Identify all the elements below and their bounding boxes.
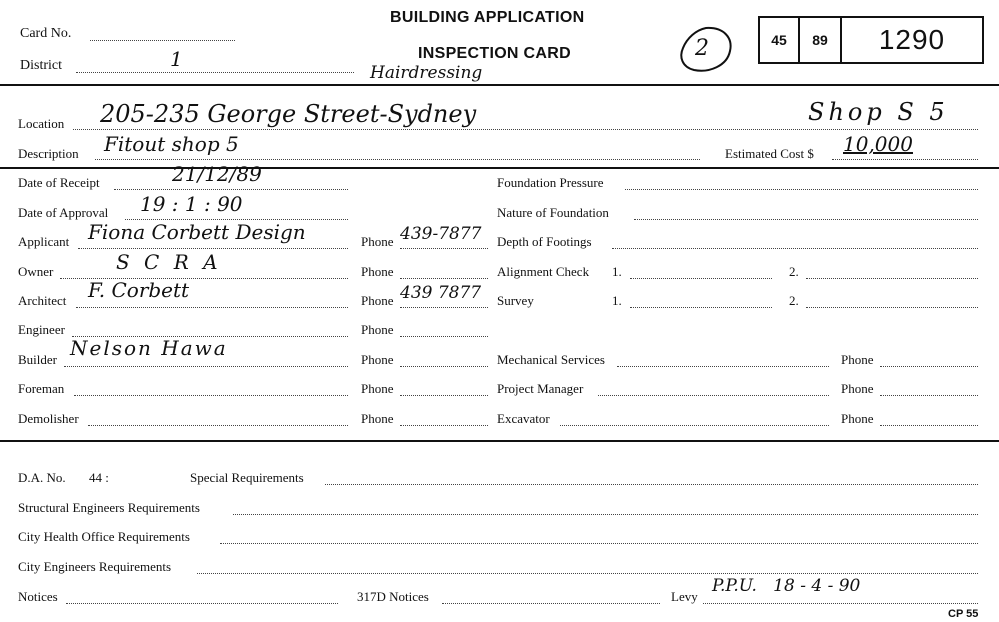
levy-line: [703, 603, 978, 604]
notices-317d-line: [442, 603, 660, 604]
owner-phone-label: Phone: [361, 264, 394, 279]
special-requirements-label: Special Requirements: [190, 470, 304, 485]
foreman-phone-line: [400, 395, 488, 396]
survey-2-line: [806, 307, 978, 308]
project-manager-label: Project Manager: [497, 381, 584, 396]
form-code: CP 55: [948, 608, 979, 620]
description-label: Description: [18, 146, 79, 161]
estimated-cost-label: Estimated Cost $: [725, 146, 814, 161]
date-approval-label: Date of Approval: [18, 205, 109, 220]
alignment-check-2-label: 2.: [789, 264, 799, 279]
survey-label: Survey: [497, 293, 534, 308]
architect-phone-line: [400, 307, 488, 308]
date-receipt-label: Date of Receipt: [18, 175, 100, 190]
da-no-value: 44 :: [89, 470, 109, 485]
city-health-label: City Health Office Requirements: [18, 529, 190, 544]
description-line: [95, 159, 700, 160]
owner-phone-line: [400, 278, 488, 279]
survey-1-label: 1.: [612, 293, 622, 308]
location-value: 205-235 George Street-Sydney: [100, 100, 477, 128]
district-label: District: [20, 58, 62, 73]
applicant-label: Applicant: [18, 234, 70, 249]
box-num1: 45: [771, 32, 787, 48]
architect-phone-label: Phone: [361, 293, 394, 308]
builder-line: [64, 366, 348, 367]
section-divider-2: [0, 440, 999, 442]
foundation-pressure-label: Foundation Pressure: [497, 175, 604, 190]
alignment-check-label: Alignment Check: [497, 264, 590, 279]
builder-value: Nelson Hawa: [70, 336, 228, 360]
builder-phone-line: [400, 366, 488, 367]
header-divider: [0, 84, 999, 86]
special-requirements-line: [325, 484, 978, 485]
box-cell-1: [760, 18, 800, 62]
builder-label: Builder: [18, 352, 57, 367]
notices-line: [66, 603, 338, 604]
card-no-line: [90, 40, 235, 41]
alignment-check-1-label: 1.: [612, 264, 622, 279]
engineer-label: Engineer: [18, 322, 65, 337]
foreman-phone-label: Phone: [361, 381, 394, 396]
estimated-cost-value: 10,000: [843, 132, 913, 156]
architect-line: [76, 307, 348, 308]
levy-label: Levy: [671, 589, 698, 604]
applicant-phone-label: Phone: [361, 234, 394, 249]
architect-label: Architect: [18, 293, 67, 308]
nature-foundation-line: [634, 219, 978, 220]
city-health-line: [220, 543, 978, 544]
da-no-label: D.A. No.: [18, 470, 66, 485]
survey-2-label: 2.: [789, 293, 799, 308]
title-note: Hairdressing: [370, 63, 483, 83]
demolisher-phone-line: [400, 425, 488, 426]
demolisher-line: [88, 425, 348, 426]
location-shop: Shop S 5: [808, 98, 949, 126]
location-label: Location: [18, 116, 65, 131]
form-title-line2: INSPECTION CARD: [418, 45, 571, 62]
notices-label: Notices: [18, 589, 58, 604]
box-num2: 89: [812, 32, 828, 48]
date-receipt-value: 21/12/89: [172, 162, 262, 186]
card-no-label: Card No.: [20, 26, 72, 41]
demolisher-phone-label: Phone: [361, 411, 394, 426]
district-value: 1: [170, 47, 183, 71]
structural-engineers-label: Structural Engineers Requirements: [18, 500, 200, 515]
levy-value: P.P.U. 18 - 4 - 90: [712, 576, 861, 596]
builder-phone-label: Phone: [361, 352, 394, 367]
section-divider-1: [0, 167, 999, 169]
applicant-value: Fiona Corbett Design: [88, 220, 306, 244]
alignment-check-1-line: [630, 278, 772, 279]
notices-317d-label: 317D Notices: [357, 589, 429, 604]
form-title-line1: BUILDING APPLICATION: [390, 9, 585, 26]
foreman-label: Foreman: [18, 381, 65, 396]
alignment-check-2-line: [806, 278, 978, 279]
circled-mark-value: 2: [695, 36, 709, 61]
depth-footings-label: Depth of Footings: [497, 234, 592, 249]
excavator-line: [560, 425, 829, 426]
applicant-phone-value: 439-7877: [400, 224, 482, 244]
reference-number-box: [758, 16, 984, 64]
mechanical-phone-label: Phone: [841, 352, 874, 367]
city-engineers-label: City Engineers Requirements: [18, 559, 172, 574]
project-manager-phone-label: Phone: [841, 381, 874, 396]
architect-value: F. Corbett: [88, 278, 190, 302]
description-value: Fitout shop 5: [104, 132, 239, 156]
mechanical-services-label: Mechanical Services: [497, 352, 605, 367]
engineer-phone-line: [400, 336, 488, 337]
date-receipt-line: [114, 189, 348, 190]
foundation-pressure-line: [625, 189, 978, 190]
box-cell-2: [800, 18, 842, 62]
city-engineers-line: [197, 573, 978, 574]
demolisher-label: Demolisher: [18, 411, 79, 426]
excavator-phone-line: [880, 425, 978, 426]
excavator-phone-label: Phone: [841, 411, 874, 426]
cost-line: [832, 159, 978, 160]
owner-label: Owner: [18, 264, 54, 279]
architect-phone-value: 439 7877: [400, 283, 482, 303]
depth-footings-line: [612, 248, 978, 249]
excavator-label: Excavator: [497, 411, 550, 426]
engineer-phone-label: Phone: [361, 322, 394, 337]
mechanical-phone-line: [880, 366, 978, 367]
project-manager-line: [598, 395, 829, 396]
district-line: [76, 72, 354, 73]
owner-value: S C R A: [116, 250, 222, 274]
foreman-line: [74, 395, 348, 396]
structural-engineers-line: [233, 514, 978, 515]
date-approval-value: 19 : 1 : 90: [140, 192, 243, 216]
applicant-line: [78, 248, 348, 249]
circled-mark: [676, 24, 736, 76]
project-manager-phone-line: [880, 395, 978, 396]
box-cell-3: [842, 18, 982, 62]
location-line: [73, 129, 978, 130]
survey-1-line: [630, 307, 772, 308]
nature-foundation-label: Nature of Foundation: [497, 205, 609, 220]
mechanical-line: [617, 366, 829, 367]
applicant-phone-line: [400, 248, 488, 249]
box-num3: 1290: [878, 24, 946, 55]
